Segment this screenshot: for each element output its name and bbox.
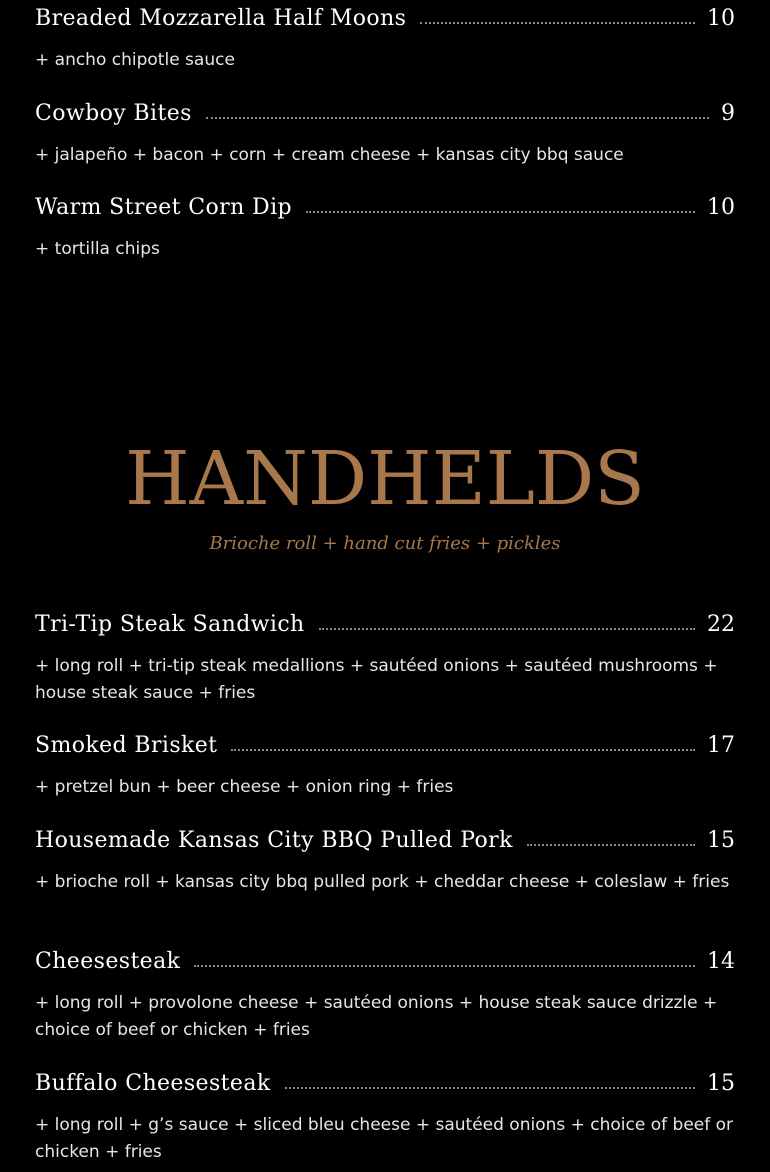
menu-item-price: 10 [707, 195, 735, 220]
section-subtitle: Brioche roll + hand cut fries + pickles [209, 533, 561, 554]
menu-item-name: Buffalo Cheesesteak [35, 1071, 271, 1096]
menu-item-mozzarella-half-moons [35, 0, 735, 74]
menu-item-name: Warm Street Corn Dip [35, 195, 293, 220]
menu-item-street-corn-dip [35, 189, 735, 263]
menu-item-price: 15 [707, 828, 735, 853]
menu-item-bbq-pulled-pork [35, 822, 735, 896]
menu-item-header [35, 822, 735, 852]
menu-item-header [35, 189, 735, 219]
menu-item-smoked-brisket [35, 727, 735, 801]
menu-item-price: 14 [707, 949, 735, 974]
menu-item-cheesesteak [35, 943, 735, 1044]
menu-item-header [35, 943, 735, 973]
menu-item-buffalo-cheesesteak [35, 1065, 735, 1166]
dotted-leader [319, 628, 695, 630]
menu-item-name: Cowboy Bites [35, 101, 192, 126]
menu-item-header [35, 95, 735, 125]
dotted-leader [231, 749, 695, 751]
menu-item-price: 10 [707, 6, 735, 31]
dotted-leader [306, 211, 695, 213]
menu-item-price: 9 [721, 101, 735, 126]
dotted-leader [527, 844, 695, 846]
menu-item-tri-tip-steak-sandwich [35, 606, 735, 707]
menu-item-price: 22 [707, 612, 735, 637]
menu-item-description: + tortilla chips [35, 239, 160, 259]
menu-item-header [35, 1065, 735, 1095]
menu-item-cowboy-bites [35, 95, 735, 169]
menu-item-description: + ancho chipotle sauce [35, 50, 235, 70]
menu-item-description: + brioche roll + kansas city bbq pulled pork + cheddar cheese + coleslaw + fries [35, 872, 730, 892]
dotted-leader [194, 965, 695, 967]
menu-item-price: 17 [707, 733, 735, 758]
menu-item-header [35, 0, 735, 30]
menu-item-description: + pretzel bun + beer cheese + onion ring + fries [35, 777, 454, 797]
menu-item-name: Cheesesteak [35, 949, 181, 974]
menu-item-description: + long roll + g’s sauce + sliced bleu cheese + sautéed onions + choice of beef or chicken + fries [35, 1115, 734, 1162]
dotted-leader [420, 22, 695, 24]
menu-item-price: 15 [707, 1071, 735, 1096]
menu-item-header [35, 727, 735, 757]
menu-item-name: Smoked Brisket [35, 733, 218, 758]
section-title-handhelds: HANDHELDS [125, 436, 645, 522]
dotted-leader [206, 117, 709, 119]
menu-item-header [35, 606, 735, 636]
menu-item-name: Housemade Kansas City BBQ Pulled Pork [35, 828, 513, 853]
menu-item-name: Breaded Mozzarella Half Moons [35, 6, 407, 31]
menu-item-description: + jalapeño + bacon + corn + cream cheese + kansas city bbq sauce [35, 145, 624, 165]
menu-item-name: Tri-Tip Steak Sandwich [35, 612, 305, 637]
menu-item-description: + long roll + provolone cheese + sautéed onions + house steak sauce drizzle + choice of beef or chicken + fries [35, 993, 718, 1040]
menu-item-description: + long roll + tri-tip steak medallions + sautéed onions + sautéed mushrooms + house steak sauce + fries [35, 656, 718, 703]
dotted-leader [285, 1087, 695, 1089]
